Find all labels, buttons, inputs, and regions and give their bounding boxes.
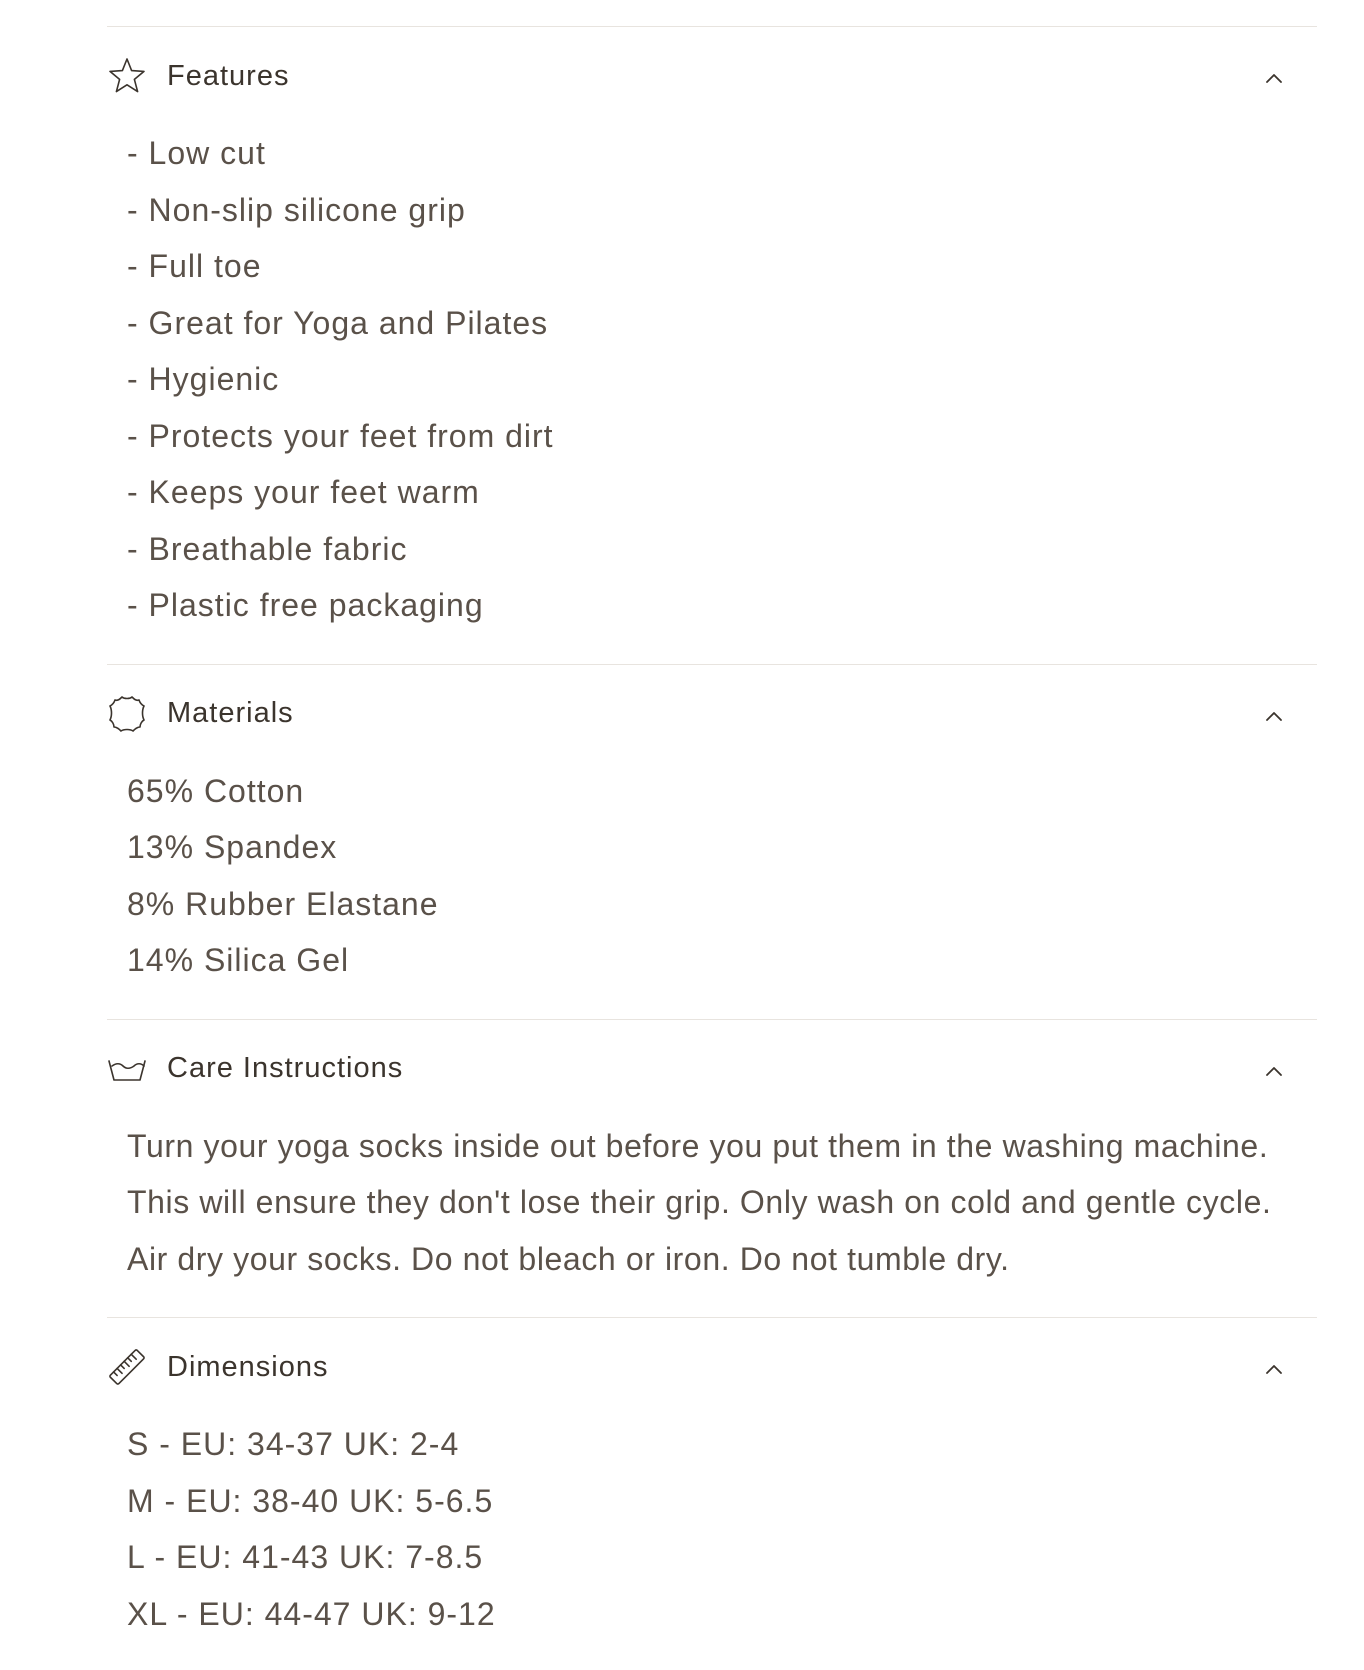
- features-content: [107, 125, 1317, 664]
- list-item: - Hygienic: [127, 361, 280, 397]
- list-item: 13% Spandex: [127, 829, 338, 865]
- list-item: - Non-slip silicone grip: [127, 191, 466, 228]
- care-section: [107, 1019, 1317, 1318]
- materials-content: [107, 763, 1317, 1019]
- list-item: - Protects your feet from dirt: [127, 417, 554, 454]
- list-item: - Full toe: [127, 248, 262, 284]
- list-item: M - EU: 38-40 UK: 5-6.5: [127, 1482, 494, 1519]
- dimensions-list: [127, 1416, 1317, 1642]
- features-toggle[interactable]: [107, 27, 1317, 125]
- washing-tub-icon: [107, 1049, 147, 1089]
- features-list: [127, 125, 1317, 634]
- materials-title: Materials: [167, 697, 294, 729]
- list-item: 65% Cotton: [127, 772, 305, 809]
- dimensions-title: Dimensions: [167, 1350, 329, 1383]
- materials-section: [107, 664, 1317, 1019]
- care-content: [107, 1118, 1317, 1318]
- chevron-up-icon: [1261, 66, 1287, 92]
- list-item: - Low cut: [127, 135, 266, 171]
- care-title: Care Instructions: [167, 1052, 404, 1084]
- list-item: S - EU: 34-37 UK: 2-4: [127, 1426, 460, 1462]
- list-item: 14% Silica Gel: [127, 942, 350, 978]
- materials-list: [127, 763, 1317, 989]
- dimensions-toggle[interactable]: [107, 1318, 1317, 1416]
- list-item: - Breathable fabric: [127, 530, 408, 567]
- leather-icon: [107, 694, 147, 734]
- product-details-accordion: [107, 26, 1317, 1670]
- features-section: [107, 26, 1317, 664]
- star-icon: [107, 56, 147, 96]
- chevron-up-icon: [1261, 704, 1287, 730]
- list-item: - Keeps your feet warm: [127, 474, 480, 510]
- list-item: XL - EU: 44-47 UK: 9-12: [127, 1595, 496, 1632]
- list-item: - Great for Yoga and Pilates: [127, 304, 549, 341]
- ruler-icon: [107, 1347, 147, 1387]
- list-item: L - EU: 41-43 UK: 7-8.5: [127, 1539, 484, 1575]
- chevron-up-icon: [1261, 1357, 1287, 1383]
- care-text: Turn your yoga socks inside out before you put them in the washing machine. This will ensure they don't lose their grip. Only wash on cold and gentle cycle. Air dry your socks. Do not bleach or iron. Do not tumble dry.: [127, 1127, 1272, 1277]
- list-item: 8% Rubber Elastane: [127, 885, 439, 922]
- features-title: Features: [167, 59, 290, 92]
- care-toggle[interactable]: [107, 1020, 1317, 1118]
- list-item: - Plastic free packaging: [127, 587, 484, 623]
- dimensions-content: [107, 1416, 1317, 1670]
- dimensions-section: [107, 1317, 1317, 1670]
- materials-toggle[interactable]: [107, 665, 1317, 763]
- chevron-up-icon: [1261, 1059, 1287, 1085]
